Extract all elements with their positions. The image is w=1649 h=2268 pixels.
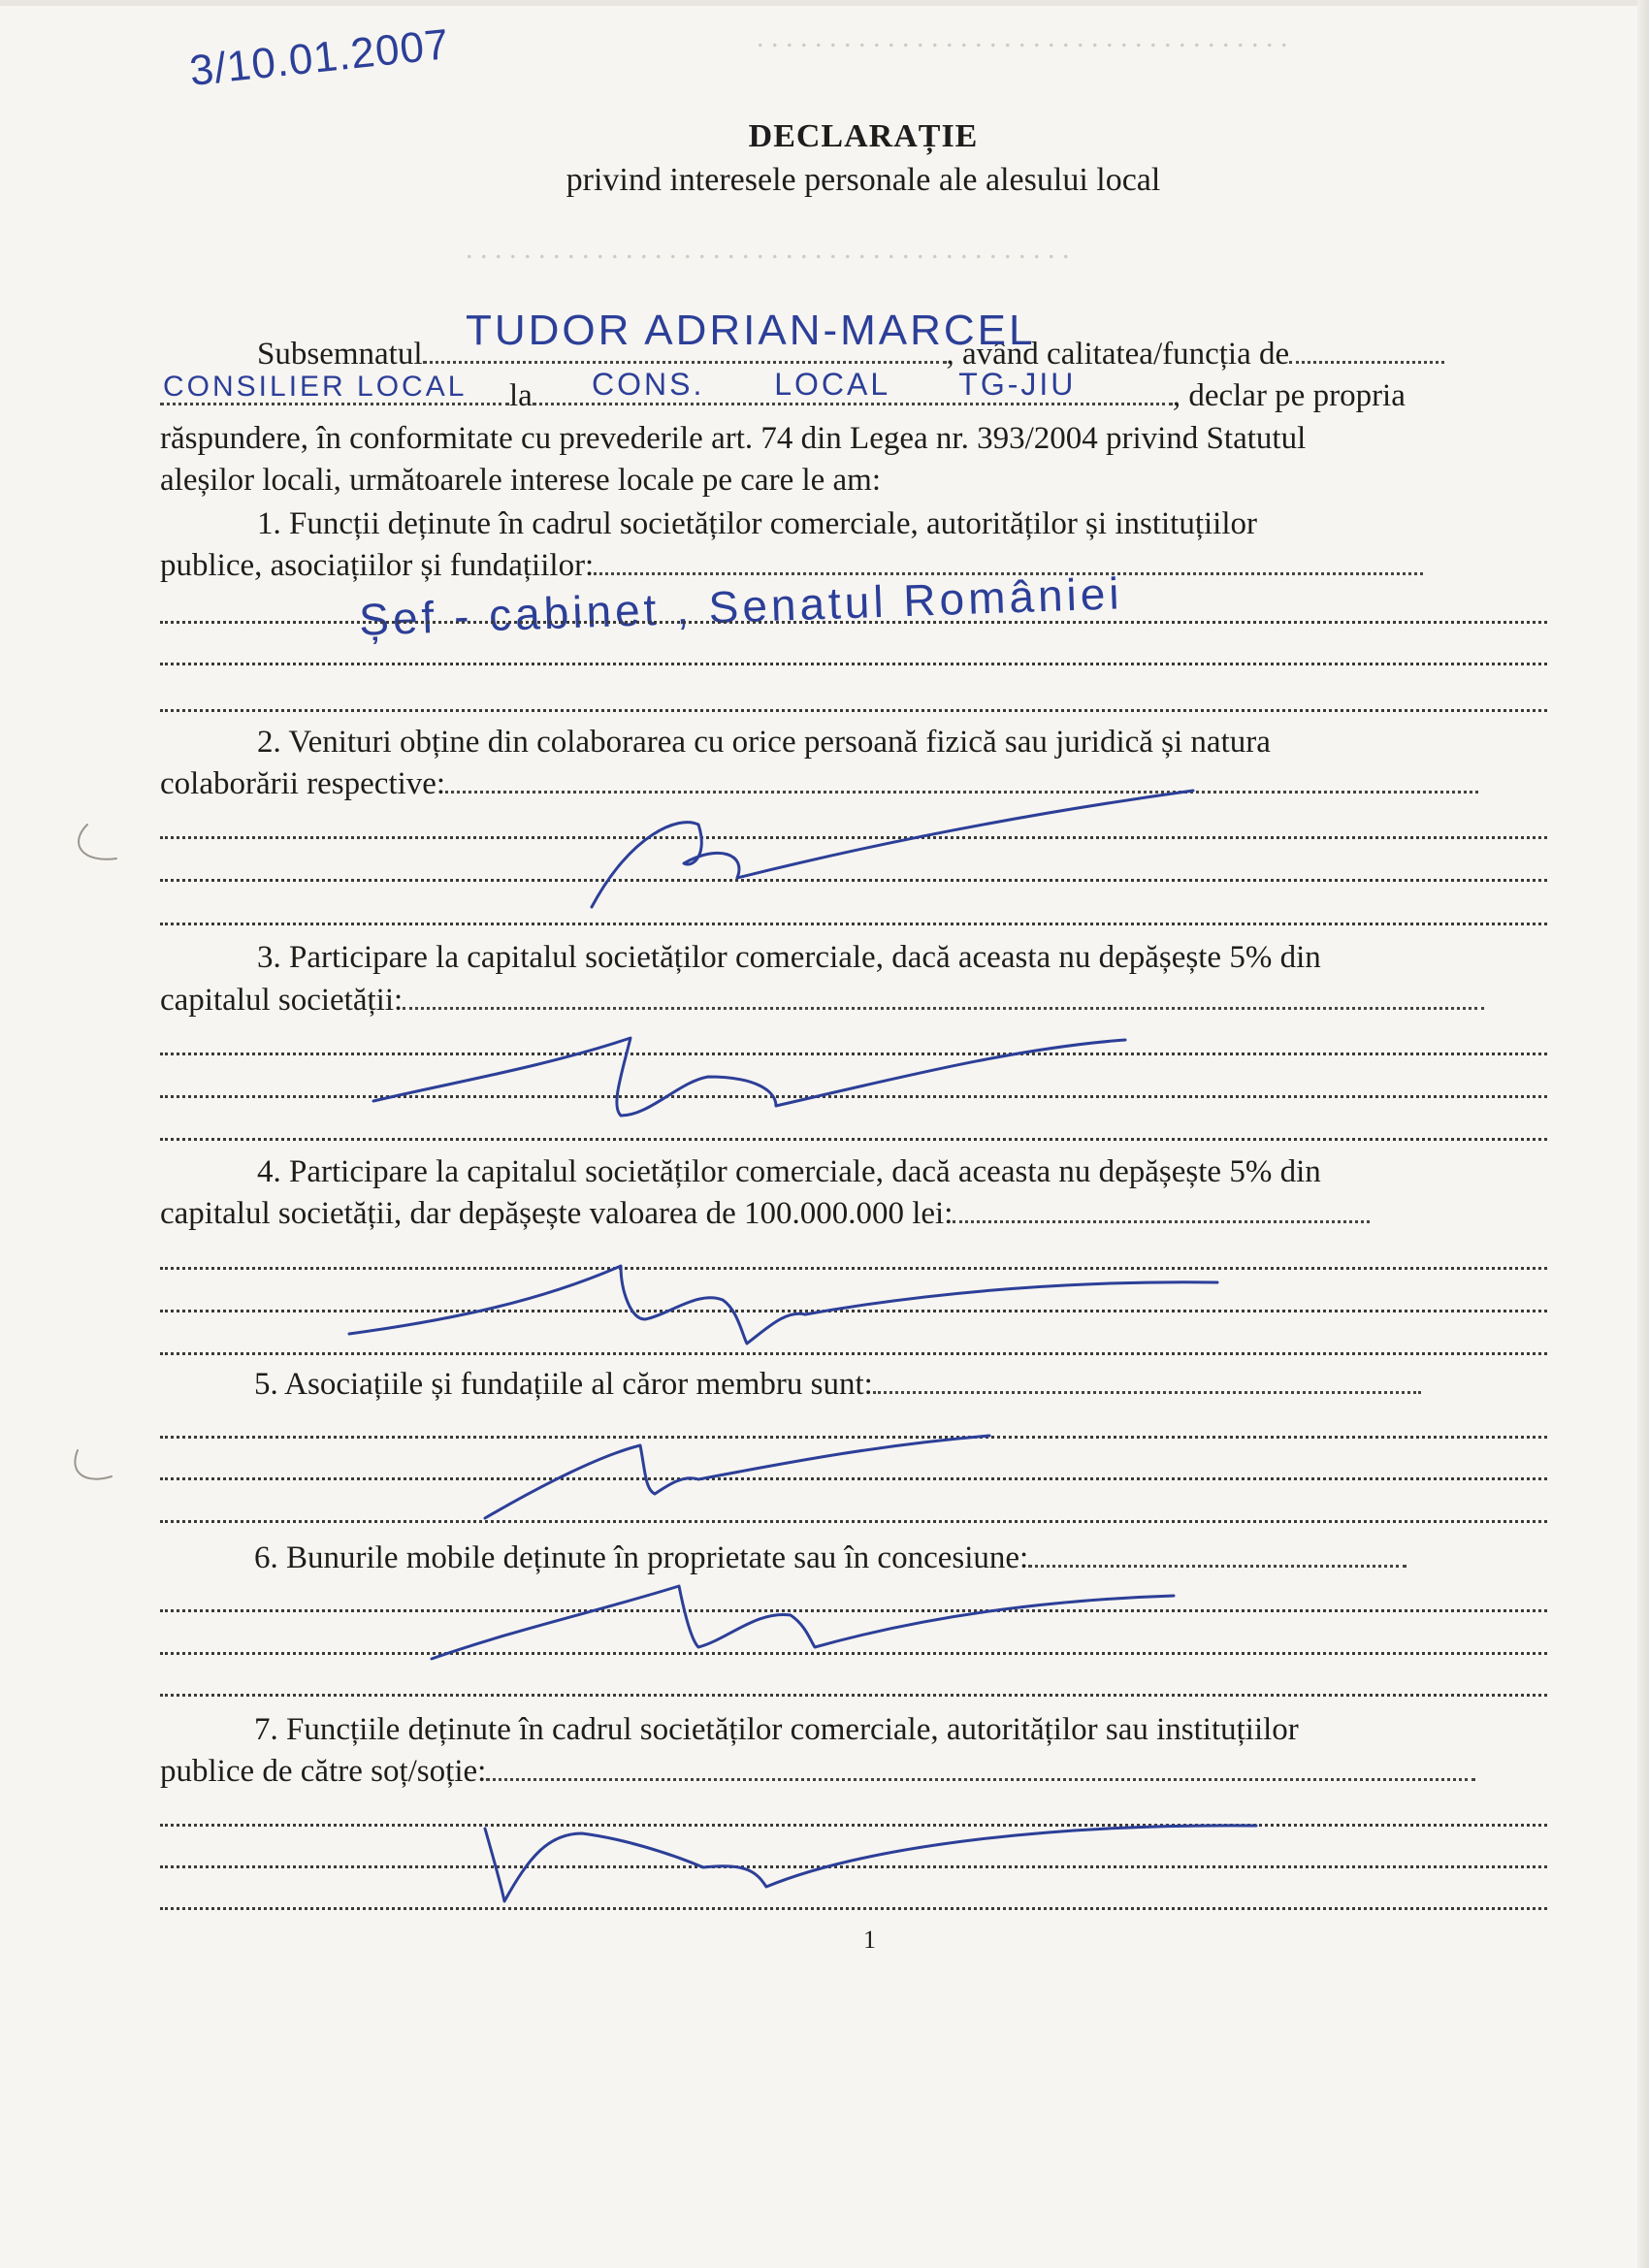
scan-edge-top [0,0,1649,6]
section-5-heading: 5. Asociațiile și fundațiile al căror membru sunt: [254,1364,1649,1406]
answer-line [160,1609,1547,1612]
answer-line [160,1310,1547,1312]
answer-line [160,1477,1547,1480]
answer-line [160,1865,1547,1868]
section-1-heading-cont: publice, asociațiilor și fundațiilor: [160,545,1557,587]
document-subtitle: privind interesele personale ale alesului local [566,162,1161,198]
strike-mark-section-6 [432,1586,1174,1659]
section-7-heading-cont: publice de către soț/soție: [160,1751,1557,1793]
strike-mark-section-7 [485,1826,1256,1901]
answer-line [160,1652,1547,1655]
binder-mark-lower [75,1450,112,1479]
answer-line [160,1267,1547,1270]
handwritten-function: CONSILIER LOCAL [163,371,468,403]
answer-line [160,1352,1547,1355]
handwritten-answer-1: Șef - cabinet , Senatul României [358,567,1124,645]
handwritten-date: 3/10.01.2007 [187,20,452,95]
section-4-heading: 4. Participare la capitalul societăților comerciale, dacă aceasta nu depășește 5% din [257,1154,1321,1189]
section-1-heading: 1. Funcții deținute în cadrul societăților comerciale, autorităților și instituțiilor [257,506,1257,541]
section-2-heading: 2. Venituri obține din colaborarea cu orice persoană fizică sau juridică și natura [257,725,1271,760]
answer-line [160,621,1547,624]
body-line: răspundere, în conformitate cu prevederile art. 74 din Legea nr. 393/2004 privind Statutul [160,421,1307,456]
section-4-heading-cont: capitalul societății, dar depășește valoarea de 100.000.000 lei: [160,1193,1557,1235]
section-3-heading-cont: capitalul societății: [160,980,1557,1021]
binder-mark-upper [79,825,116,859]
strike-mark-section-4 [349,1266,1217,1344]
bleed-through-text: . . . . . . . . . . . . . . . . . . . . . . . . . . . . . . . . . . . . . [757,21,1288,53]
section-7-heading: 7. Funcțiile deținute în cadrul societăților comerciale, autorităților sau instituțiilor [254,1712,1299,1747]
handwritten-name: TUDOR ADRIAN-MARCEL [466,307,1036,354]
answer-line [160,879,1547,882]
answer-line [160,836,1547,839]
section-6-heading: 6. Bunurile mobile deținute în proprietate sau în concesiune: [254,1538,1649,1579]
declare-text: , declar pe propria [1172,378,1406,413]
capacity-label: , având calitatea/funcția de [946,337,1290,372]
answer-line [160,1095,1547,1098]
answer-line [160,663,1547,665]
strike-mark-section-2 [592,791,1193,907]
answer-line [160,1907,1547,1910]
answer-line [160,709,1547,712]
strike-mark-section-3 [373,1038,1125,1116]
bleed-through-text: . . . . . . . . . . . . . . . . . . . . . . . . . . . . . . . . . . . . . . . . . . [466,233,1070,265]
answer-line [160,1138,1547,1141]
section-3-heading: 3. Participare la capitalul societăților comerciale, dacă aceasta nu depășește 5% din [257,940,1321,975]
answer-line [160,1520,1547,1523]
answer-line [160,923,1547,925]
page-number: 1 [863,1926,876,1954]
intro-label: Subsemnatul [257,337,423,372]
at-label: la [509,378,533,413]
capacity-fill-line [1289,334,1444,364]
answer-line [160,1053,1547,1055]
answer-line [160,1694,1547,1697]
section-2-heading-cont: colaborării respective: [160,763,1557,805]
answer-line [160,1824,1547,1827]
document-title: DECLARAȚIE [748,118,979,154]
body-line: aleșilor locali, următoarele interese locale pe care le am: [160,463,882,498]
handwritten-institution: CONS. LOCAL TG-JIU [592,367,1077,402]
answer-line [160,1436,1547,1439]
